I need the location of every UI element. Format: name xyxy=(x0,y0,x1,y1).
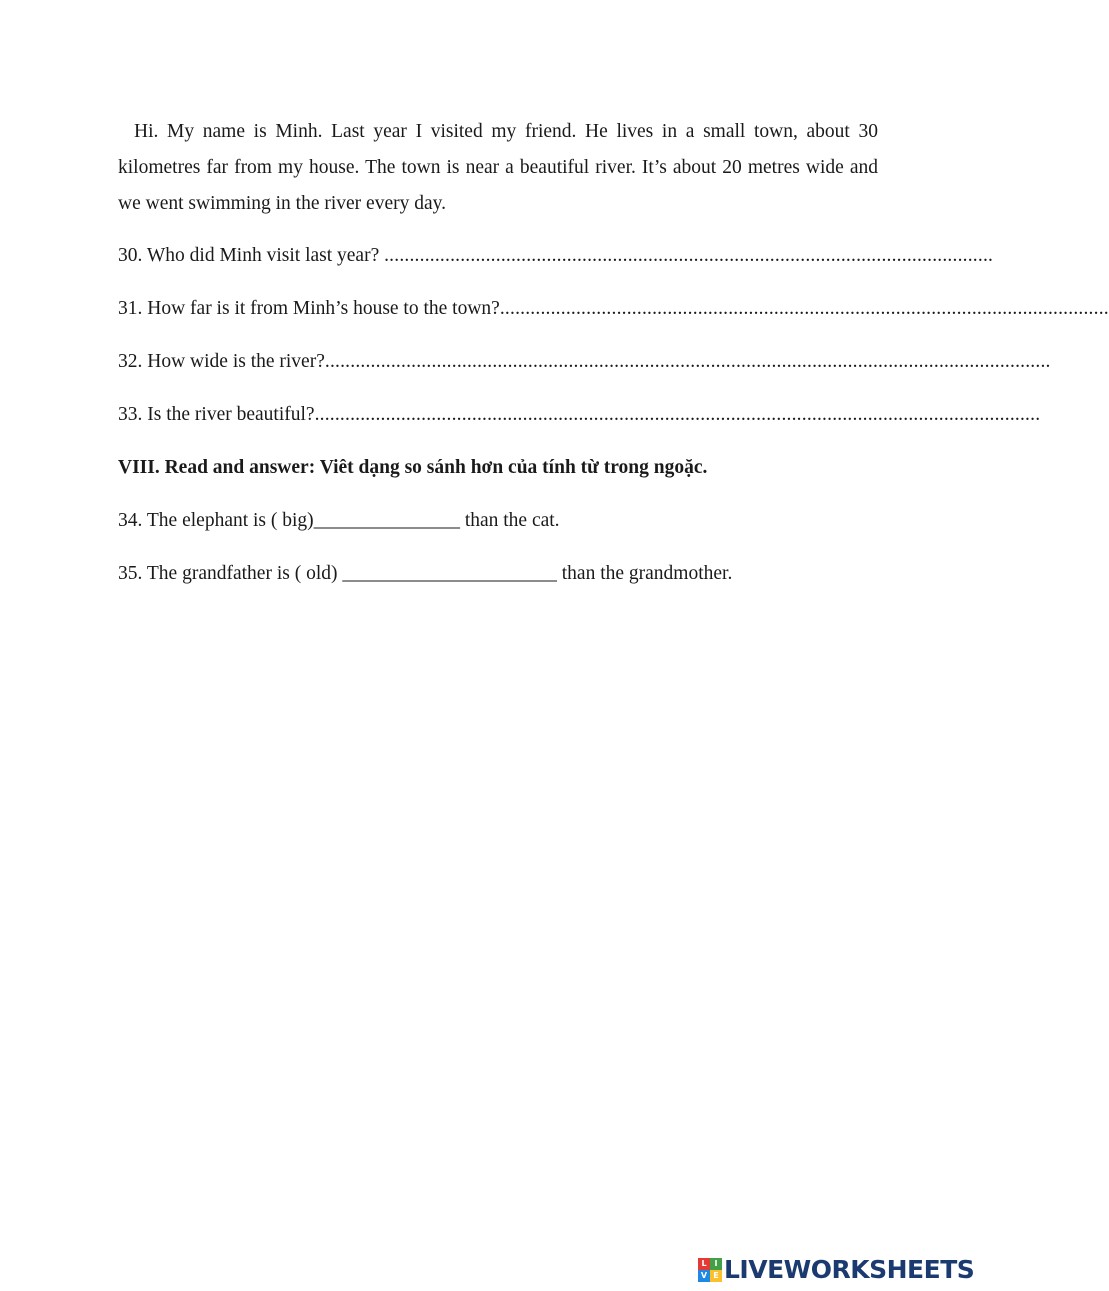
answer-line[interactable]: ............................................................................................................................................... xyxy=(314,404,1041,425)
liveworksheets-logo xyxy=(698,1255,974,1285)
fill-suffix: than the grandmother. xyxy=(556,563,733,584)
reading-passage xyxy=(118,114,878,222)
section-heading: VIII. Read and answer: Viêt dạng so sánh hơn của tính từ trong ngoặc. xyxy=(118,457,708,478)
question-text: 32. How wide is the river? xyxy=(118,351,325,372)
question-text: 30. Who did Minh visit last year? xyxy=(118,245,385,266)
answer-line[interactable]: ........................................................................................................................ xyxy=(384,245,994,266)
logo-icon-cell: V xyxy=(698,1270,710,1282)
fill-prompt: 34. The elephant is ( big) xyxy=(118,510,314,531)
passage-text: Hi. My name is Minh. Last year I visited my friend. He lives in a small town, about 30 kilometres far from my house. The town is near a beautiful river. It’s about 20 metres wide and we went swimming in the river every day. xyxy=(118,121,878,214)
fill-blank[interactable]: _______________ xyxy=(313,510,460,531)
question-text: 33. Is the river beautiful? xyxy=(118,404,315,425)
logo-icon-cell: I xyxy=(710,1258,722,1270)
logo-icon xyxy=(698,1258,722,1282)
fill-item-34 xyxy=(118,508,868,534)
logo-icon-cell: L xyxy=(698,1258,710,1270)
fill-prompt: 35. The grandfather is ( old) xyxy=(118,563,343,584)
question-30 xyxy=(118,243,994,269)
question-32 xyxy=(118,349,1051,375)
answer-line[interactable]: ........................................................................................................................ xyxy=(499,298,1109,319)
question-31 xyxy=(118,296,1109,322)
fill-blank[interactable]: ______________________ xyxy=(342,563,557,584)
logo-icon-cell: E xyxy=(710,1270,722,1282)
answer-line[interactable]: ............................................................................................................................................... xyxy=(324,351,1051,372)
fill-item-35 xyxy=(118,561,868,587)
fill-suffix: than the cat. xyxy=(459,510,560,531)
question-text: 31. How far is it from Minh’s house to the town? xyxy=(118,298,500,319)
logo-text: LIVEWORKSHEETS xyxy=(724,1255,975,1284)
question-33 xyxy=(118,402,1041,428)
